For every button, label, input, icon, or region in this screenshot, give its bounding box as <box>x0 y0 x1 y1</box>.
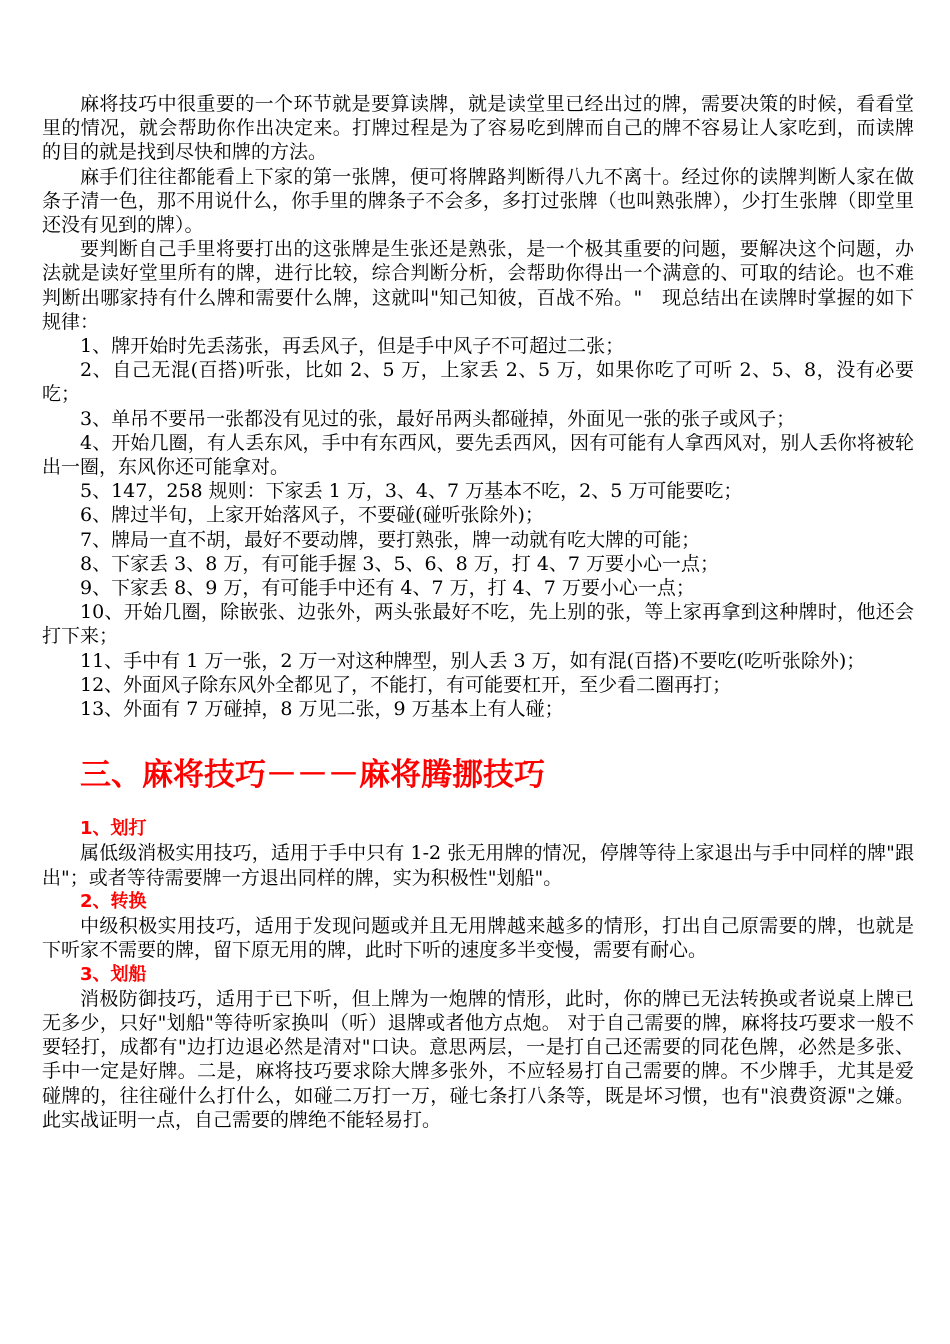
rule-item: 11、手中有 1 万一张，2 万一对这种牌型，别人丢 3 万，如有混(百搭)不要吃(吃听张除外)； <box>80 649 866 672</box>
rule-item: 4、开始几圈，有人丢东风，手中有东西风，要先丢西风，因有可能有人拿西风对，别人丢你将被轮出一圈，东风你还可能拿对。 <box>42 431 914 479</box>
rule-item: 3、单吊不要吊一张都没有见过的张，最好吊两头都碰掉，外面见一张的张子或风子； <box>80 407 796 430</box>
technique-text: 消极防御技巧，适用于已下听，但上牌为一炮牌的情形，此时，你的牌已无法转换或者说桌上牌已无多少，只好"划船"等待听家换叫（听）退牌或者他方点炮。 对于自己需要的牌，麻将技巧要求一般不要轻打，成都有"边打边退必然是清对"口诀。意思两层，一是打自己还需要的同花色牌，必然是多张、手中一定是好牌。二是，麻将技巧要求除大牌多张外，不应轻易打自己需要的牌。不少牌手，尤其是爱碰牌的，往往碰什么打什么，如碰二万打一万，碰七条打八条等，既是坏习惯，也有"浪费资源"之嫌。此实战证明一点，自己需要的牌绝不能轻易打。 <box>42 987 914 1131</box>
technique-heading: 2、转换 <box>80 890 147 912</box>
technique-text: 中级积极实用技巧，适用于发现问题或并且无用牌越来越多的情形，打出自己原需要的牌，也就是下听家不需要的牌，留下原无用的牌，此时下听的速度多半变慢，需要有耐心。 <box>42 915 914 962</box>
technique-text: 属低级消极实用技巧，适用于手中只有 1-2 张无用牌的情况，停牌等待上家退出与手中同样的牌"跟出"；或者等待需要牌一方退出同样的牌，实为积极性"划船"。 <box>42 842 914 889</box>
rule-item: 8、下家丢 3、8 万，有可能手握 3、5、6、8 万，打 4、7 万要小心一点； <box>80 552 720 575</box>
technique-item-1 <box>42 817 914 890</box>
rule-item: 2、自己无混(百搭)听张，比如 2、5 万，上家丢 2、5 万，如果你吃了可听 2、5、8，没有必要吃； <box>42 359 914 406</box>
rule-item: 9、下家丢 8、9 万，有可能手中还有 4、7 万，打 4、7 万要小心一点； <box>80 577 695 600</box>
document-page <box>42 92 914 1132</box>
intro-paragraph-2: 麻手们往往都能看上下家的第一张牌，便可将牌路判断得八九不离十。经过你的读牌判断人家在做条子清一色，那不用说什么，你手里的牌条子不会多，多打过张牌（也叫熟张牌），少打生张牌（即堂里还没有见到的牌）。 <box>42 165 914 237</box>
rule-item: 12、外面风子除东风外全都见了，不能打，有可能要杠开，至少看二圈再打； <box>80 673 732 696</box>
technique-heading: 1、划打 <box>80 818 147 840</box>
rule-item: 10、开始几圈，除嵌张、边张外，两头张最好不吃，先上别的张，等上家再拿到这种牌时，他还会打下来； <box>42 601 914 648</box>
rule-item: 1、牌开始时先丢荡张，再丢风子，但是手中风子不可超过二张； <box>80 335 625 358</box>
rule-item: 7、牌局一直不胡，最好不要动牌，要打熟张，牌一动就有吃大牌的可能； <box>80 528 701 551</box>
technique-heading: 3、划船 <box>80 963 147 985</box>
technique-item-3 <box>42 963 914 1132</box>
rules-list <box>42 334 914 721</box>
intro-paragraph-1: 麻将技巧中很重要的一个环节就是要算读牌，就是读堂里已经出过的牌，需要决策的时候，看看堂里的情况，就会帮助你作出决定来。打牌过程是为了容易吃到牌而自己的牌不容易让人家吃到，而读牌的目的就是找到尽快和牌的方法。 <box>42 93 914 164</box>
rule-item: 5、147，258 规则：下家丢 1 万，3、4、7 万基本不吃，2、5 万可能要吃； <box>80 480 743 503</box>
rule-item: 13、外面有 7 万碰掉，8 万见二张，9 万基本上有人碰； <box>80 698 564 721</box>
section-title: 三、麻将技巧－－－麻将腾挪技巧 <box>80 757 545 794</box>
intro-paragraph-3: 要判断自己手里将要打出的这张牌是生张还是熟张，是一个极其重要的问题，要解决这个问题，办法就是读好堂里所有的牌，进行比较，综合判断分析，会帮助你得出一个满意的、可取的结论。也不难判断出哪家持有什么牌和需要什么牌，这就叫"知己知彼，百战不殆。" 现总结出在读牌时掌握的如下规律： <box>42 238 914 333</box>
technique-item-2 <box>42 890 914 963</box>
rule-item: 6、牌过半旬，上家开始落风子，不要碰(碰听张除外)； <box>80 504 544 527</box>
